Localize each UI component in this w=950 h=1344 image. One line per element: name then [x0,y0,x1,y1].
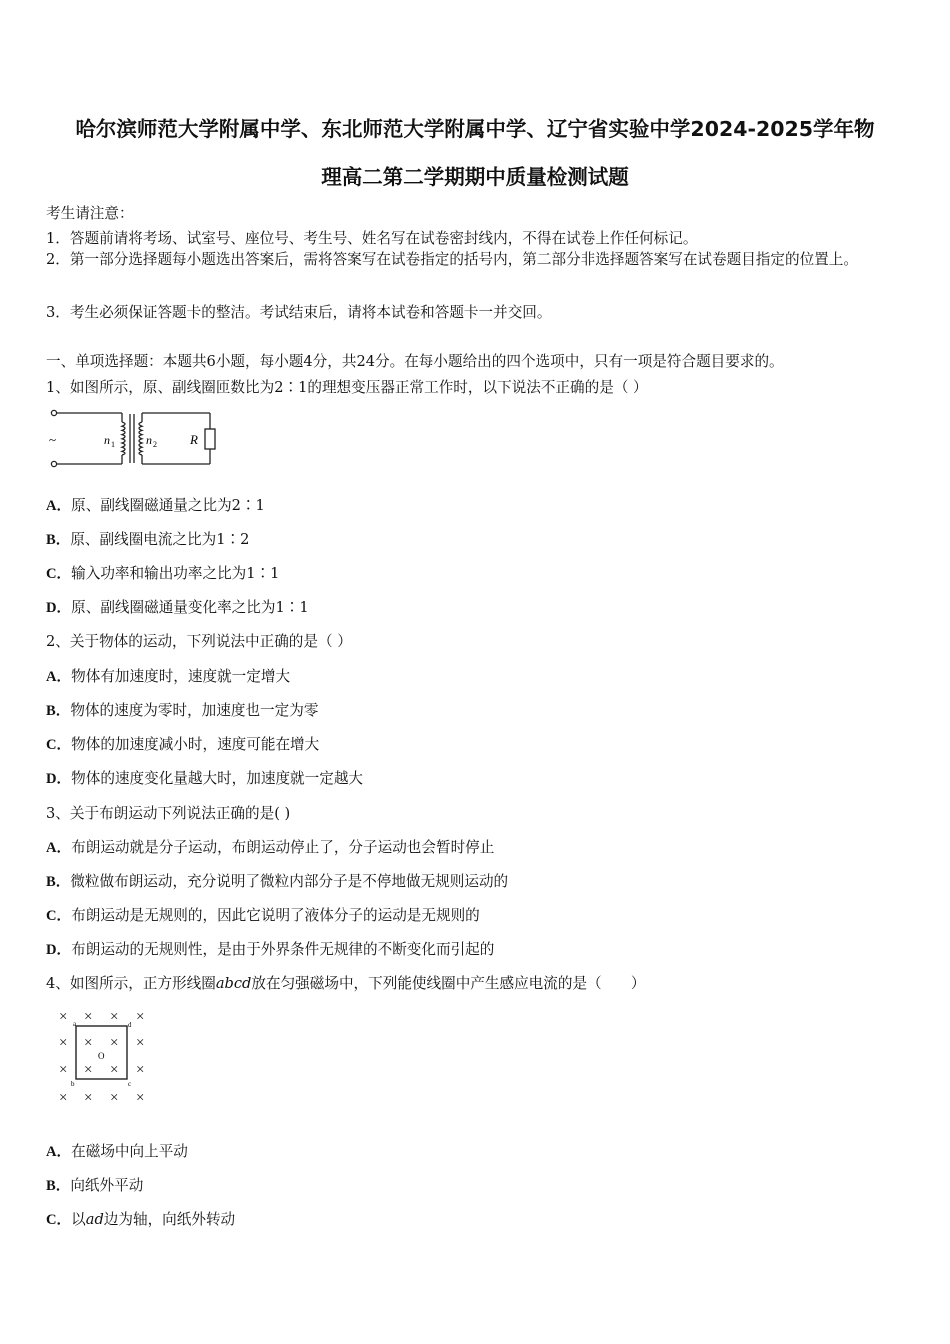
section-heading: 一、单项选择题：本题共6小题，每小题4分，共24分。在每小题给出的四个选项中，只有一项是符合题目要求的。 [46,353,784,370]
q3-option-c: C．布朗运动是无规则的，因此它说明了液体分子的运动是无规则的 [46,907,480,924]
page-title-line-2: 理高二第二学期期中质量检测试题 [321,165,629,189]
magnetic-field-coil-figure [52,1004,156,1108]
magnetic-field-cross-mark: × [84,1090,93,1106]
transformer-circuit-figure [44,408,220,470]
q2-option-c: C．物体的加速度减小时，速度可能在增大 [46,736,320,753]
question-2-stem: 2、关于物体的运动，下列说法中正确的是（ ） [46,633,352,650]
q2-option-a: A．物体有加速度时，速度就一定增大 [46,668,291,685]
page-title-line-1: 哈尔滨师范大学附属中学、东北师范大学附属中学、辽宁省实验中学2024-2025学年物 [75,117,875,141]
coil-center-o: O [98,1051,105,1061]
magnetic-field-cross-mark: × [110,1009,119,1025]
magnetic-field-cross-mark: × [110,1035,119,1051]
q1-option-b: B．原、副线圈电流之比为1∶2 [46,531,250,548]
q4-option-c: C．以ad边为轴，向纸外转动 [46,1211,236,1228]
label-n2-sub: 2 [153,440,157,449]
coil-corner-c: c [128,1080,132,1088]
magnetic-field-cross-mark: × [59,1009,68,1025]
question-1-stem: 1、如图所示，原、副线圈匝数比为2∶1的理想变压器正常工作时，以下说法不正确的是（ ） [46,379,648,396]
q2-option-d: D．物体的速度变化量越大时，加速度就一定越大 [46,770,364,787]
q2-option-b: B．物体的速度为零时，加速度也一定为零 [46,702,319,719]
notice-heading: 考生请注意： [46,205,134,222]
coil-corner-b: b [71,1080,75,1088]
magnetic-field-cross-mark: × [136,1009,145,1025]
label-r: R [190,432,198,447]
question-3-stem: 3、关于布朗运动下列说法正确的是( ) [46,805,291,822]
q3-option-b: B．微粒做布朗运动，充分说明了微粒内部分子是不停地做无规则运动的 [46,873,509,890]
notice-item-3: 3．考生必须保证答题卡的整洁。考试结束后，请将本试卷和答题卡一并交回。 [46,304,552,321]
magnetic-field-cross-mark: × [110,1062,119,1078]
magnetic-field-cross-mark: × [84,1009,93,1025]
magnetic-field-cross-mark: × [136,1062,145,1078]
label-n1-sub: 1 [111,440,115,449]
question-4-stem: 4、如图所示，正方形线圈abcd放在匀强磁场中，下列能使线圈中产生感应电流的是（ ） [46,975,646,992]
q3-option-a: A．布朗运动就是分子运动，布朗运动停止了，分子运动也会暂时停止 [46,839,495,856]
q1-option-d: D．原、副线圈磁通量变化率之比为1∶1 [46,599,309,616]
ac-source-symbol: ~ [49,432,57,447]
magnetic-field-cross-mark: × [59,1090,68,1106]
magnetic-field-cross-mark: × [59,1035,68,1051]
q4-option-b: B．向纸外平动 [46,1177,144,1194]
notice-item-1: 1．答题前请将考场、试室号、座位号、考生号、姓名写在试卷密封线内，不得在试卷上作任何标记。 [46,230,698,247]
q1-option-c: C．输入功率和输出功率之比为1∶1 [46,565,280,582]
label-n1: n [104,433,110,447]
coil-corner-d: d [128,1021,132,1029]
q3-option-d: D．布朗运动的无规则性，是由于外界条件无规律的不断变化而引起的 [46,941,495,958]
magnetic-field-cross-mark: × [84,1035,93,1051]
magnetic-field-cross-mark: × [59,1062,68,1078]
notice-item-2: 2．第一部分选择题每小题选出答案后，需将答案写在试卷指定的括号内，第二部分非选择题答案写在试卷题目指定的位置上。 [46,251,858,268]
label-n2: n [146,433,152,447]
q4-option-a: A．在磁场中向上平动 [46,1143,188,1160]
coil-corner-a: a [73,1020,77,1028]
magnetic-field-cross-mark: × [136,1035,145,1051]
q1-option-a: A．原、副线圈磁通量之比为2∶1 [46,497,265,514]
magnetic-field-cross-mark: × [110,1090,119,1106]
magnetic-field-cross-mark: × [136,1090,145,1106]
magnetic-field-cross-mark: × [84,1062,93,1078]
